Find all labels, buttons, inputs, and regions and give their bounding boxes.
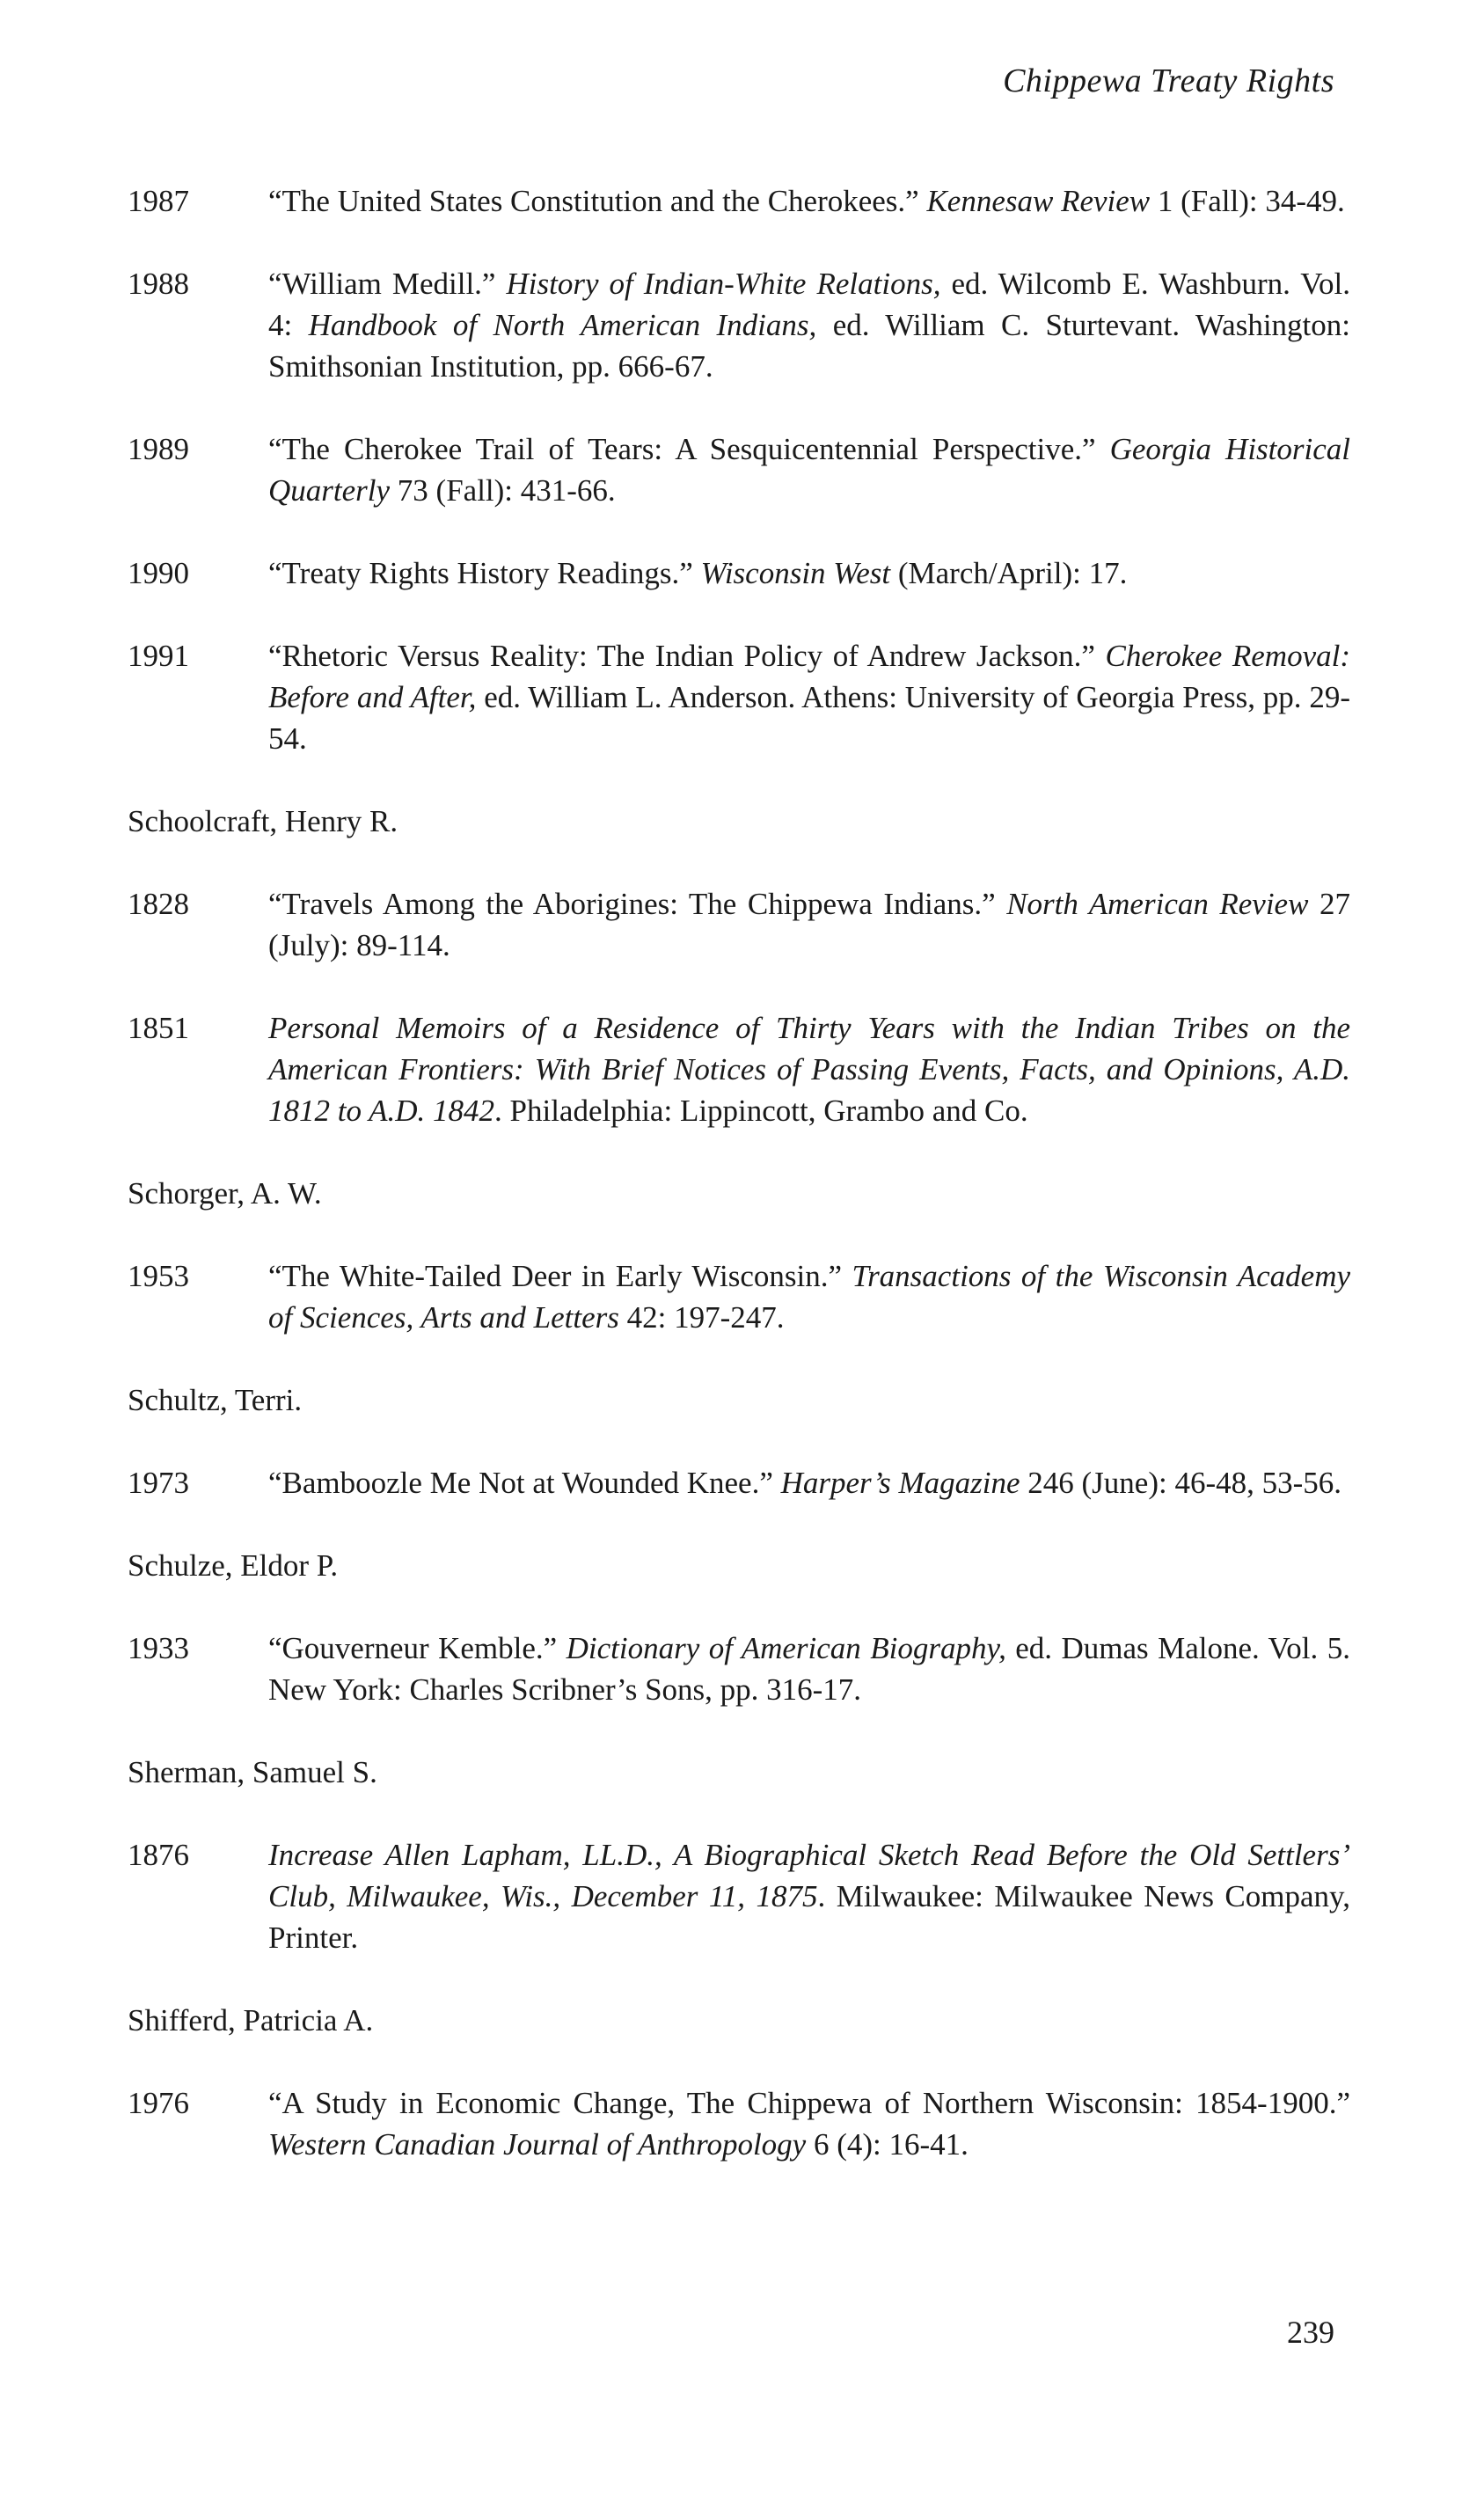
page-number: 239 [1287, 2315, 1334, 2350]
bibliography-entry [128, 1007, 1350, 1131]
entry-year: 1990 [128, 556, 189, 590]
bibliography-entry [128, 1628, 1350, 1710]
citation-title: Harper’s Magazine [780, 1466, 1020, 1500]
citation-text: 6 (4): 16-41. [806, 2127, 969, 2162]
entry-year: 1876 [128, 1838, 189, 1872]
citation-title: Dictionary of American Biography, [566, 1631, 1006, 1665]
citation-text: “Bamboozle Me Not at Wounded Knee.” [268, 1466, 781, 1500]
citation-text: . Philadelphia: Lippincott, Grambo and Co. [494, 1094, 1028, 1128]
citation-text: 246 (June): 46-48, 53-56. [1020, 1466, 1342, 1500]
entry-citation [268, 1007, 1350, 1131]
bibliography-entry [128, 263, 1350, 387]
author-heading: Sherman, Samuel S. [128, 1755, 377, 1789]
citation-title: Transactions of the Wisconsin Academy of Sciences, Arts and Letters [268, 1259, 1350, 1335]
entry-citation [268, 552, 1350, 594]
entry-year: 1828 [128, 887, 189, 921]
entry-citation [268, 1834, 1350, 1958]
entry-citation [268, 2082, 1350, 2165]
citation-title: History of Indian-White Relations, [506, 267, 941, 301]
entry-year: 1953 [128, 1259, 189, 1293]
citation-title: Kennesaw Review [926, 184, 1151, 218]
entry-citation [268, 1255, 1350, 1338]
citation-text: “Rhetoric Versus Reality: The Indian Policy of Andrew Jackson.” [268, 639, 1106, 673]
bibliography-list [128, 180, 1350, 2206]
citation-title: Western Canadian Journal of Anthropology [268, 2127, 807, 2162]
citation-text: 73 (Fall): 431-66. [390, 473, 616, 508]
bibliography-entry [128, 883, 1350, 966]
citation-text: “A Study in Economic Change, The Chippewa of Northern Wisconsin: 1854-1900.” [268, 2086, 1350, 2120]
entry-citation [268, 263, 1350, 387]
citation-text: 1 (Fall): 34-49. [1150, 184, 1345, 218]
citation-title: Handbook of North American Indians, [308, 308, 817, 342]
citation-text: 42: 197-247. [618, 1300, 785, 1335]
entry-year: 1989 [128, 432, 189, 466]
bibliography-entry [128, 428, 1350, 511]
citation-text: “Gouverneur Kemble.” [268, 1631, 567, 1665]
entry-citation [268, 428, 1350, 511]
citation-text: . Milwaukee: Milwaukee News Company, Printer. [268, 1879, 1350, 1955]
citation-text: (March/April): 17. [890, 556, 1128, 590]
citation-text: “Treaty Rights History Readings.” [268, 556, 701, 590]
bibliography-entry [128, 1462, 1350, 1503]
author-heading: Schultz, Terri. [128, 1383, 303, 1417]
citation-text: 27 (July): 89-114. [268, 887, 1350, 962]
bibliography-entry [128, 1834, 1350, 1958]
citation-title: Increase Allen Lapham, LL.D., A Biographical Sketch Read Before the Old Settlers’ Club, Milwaukee, Wis., December 11, 1875 [268, 1838, 1350, 1913]
author-heading: Schulze, Eldor P. [128, 1548, 339, 1583]
entry-citation [268, 180, 1350, 222]
entry-year: 1851 [128, 1011, 189, 1045]
entry-citation [268, 635, 1350, 759]
citation-text: “The White-Tailed Deer in Early Wisconsin.” [268, 1259, 852, 1293]
citation-text: “The Cherokee Trail of Tears: A Sesquicentennial Perspective.” [268, 432, 1110, 466]
citation-text: ed. Dumas Malone. Vol. 5. New York: Charles Scribner’s Sons, pp. 316-17. [268, 1631, 1350, 1707]
entry-year: 1988 [128, 267, 189, 301]
citation-text: ed. William L. Anderson. Athens: University of Georgia Press, pp. 29-54. [268, 680, 1351, 756]
citation-text: “Travels Among the Aborigines: The Chippewa Indians.” [268, 887, 1007, 921]
citation-text: ed. William C. Sturtevant. Washington: Smithsonian Institution, pp. 666-67. [268, 308, 1350, 384]
citation-text: “William Medill.” [268, 267, 507, 301]
bibliography-entry [128, 635, 1350, 759]
citation-title: Wisconsin West [700, 556, 891, 590]
bibliography-entry [128, 2082, 1350, 2165]
entry-year: 1987 [128, 184, 189, 218]
author-heading: Schorger, A. W. [128, 1176, 322, 1211]
citation-title: Personal Memoirs of a Residence of Thirty Years with the Indian Tribes on the American Frontiers: With Brief Notices of Passing Events, Facts, and Opinions, A.D. 1812 to A.D. 1842 [268, 1011, 1350, 1128]
entry-year: 1991 [128, 639, 189, 673]
entry-citation [268, 1628, 1350, 1710]
author-heading: Shifferd, Patricia A. [128, 2003, 374, 2037]
entry-year: 1976 [128, 2086, 189, 2120]
running-head: Chippewa Treaty Rights [1003, 62, 1334, 99]
citation-text: “The United States Constitution and the Cherokees.” [268, 184, 927, 218]
citation-title: North American Review [1006, 887, 1309, 921]
entry-year: 1973 [128, 1466, 189, 1500]
bibliography-entry [128, 552, 1350, 594]
bibliography-entry [128, 1255, 1350, 1338]
citation-text: ed. Wilcomb E. Washburn. Vol. 4: [268, 267, 1350, 342]
entry-citation [268, 883, 1350, 966]
entry-citation [268, 1462, 1350, 1503]
entry-year: 1933 [128, 1631, 189, 1665]
author-heading: Schoolcraft, Henry R. [128, 804, 398, 838]
citation-title: Cherokee Removal: Before and After, [268, 639, 1350, 714]
citation-title: Georgia Historical Quarterly [268, 432, 1350, 508]
bibliography-entry [128, 180, 1350, 222]
